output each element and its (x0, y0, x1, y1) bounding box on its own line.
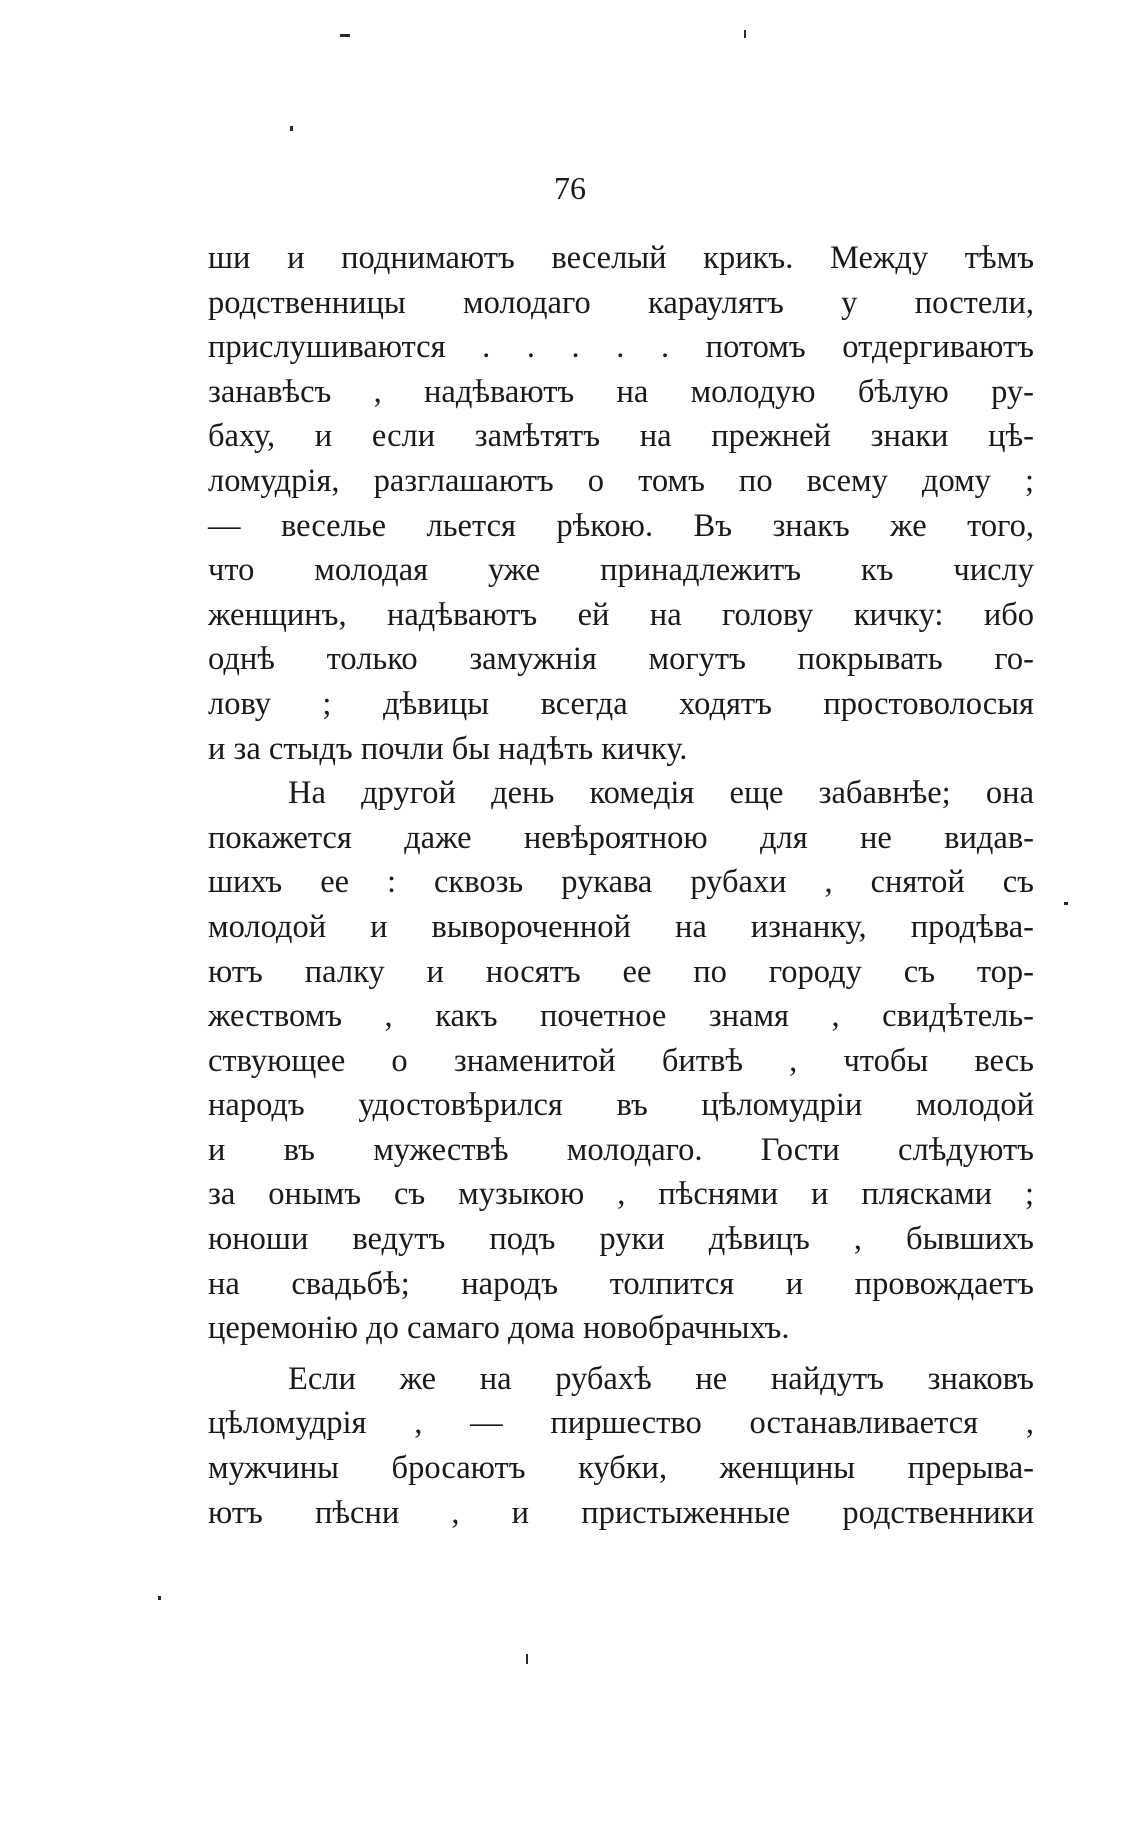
print-speck (526, 1654, 528, 1664)
text-line: Если же на рубахѣ не найдутъ знаковъ (288, 1360, 1034, 1397)
text-line: женщинъ, надѣваютъ ей на голову кичку: ибо (208, 596, 1034, 633)
text-line: баху, и если замѣтятъ на прежней знаки цѣ- (208, 418, 1034, 455)
text-line: народъ удостовѣрился въ цѣломудріи молодой (208, 1087, 1034, 1124)
paragraph (208, 1357, 1034, 1535)
text-line: На другой день комедія еще забавнѣе; она (288, 775, 1034, 812)
print-speck (1064, 902, 1068, 905)
text-line: — веселье льется рѣкою. Въ знакъ же того, (208, 507, 1034, 544)
body-text (208, 236, 1034, 1535)
text-line: и за стыдъ почли бы надѣть кичку. (208, 730, 688, 767)
text-line: что молодая уже принадлежитъ къ числу (208, 552, 1034, 589)
print-speck (290, 126, 293, 131)
text-line: на свадьбѣ; народъ толпится и провождаетъ (208, 1265, 1034, 1302)
page-number: 76 (554, 170, 586, 206)
print-speck (340, 34, 350, 37)
text-line: жествомъ , какъ почетное знамя , свидѣтель- (208, 998, 1034, 1035)
text-line: ши и поднимаютъ веселый крикъ. Между тѣмъ (208, 240, 1034, 276)
text-line: покажется даже невѣроятною для не видав- (208, 819, 1034, 856)
paragraph (208, 236, 1034, 771)
text-line: шихъ ее : сквозь рукава рубахи , снятой съ (208, 864, 1034, 901)
text-line: ствующее о знаменитой битвѣ , чтобы весь (208, 1042, 1034, 1079)
text-line: ломудрія, разглашаютъ о томъ по всему дому ; (208, 462, 1034, 499)
text-line: лову ; дѣвицы всегда ходятъ простоволосыя (208, 685, 1034, 722)
text-line: ютъ пѣсни , и пристыженные родственники (208, 1494, 1034, 1531)
text-line: и въ мужествѣ молодаго. Гости слѣдуютъ (208, 1131, 1034, 1168)
text-line: ютъ палку и носятъ ее по городу съ тор- (208, 953, 1034, 990)
text-line: мужчины бросаютъ кубки, женщины прерыва- (208, 1450, 1034, 1487)
print-speck (744, 30, 746, 38)
text-line: молодой и вывороченной на изнанку, продѣва- (208, 908, 1034, 945)
text-line: занавѣсъ , надѣваютъ на молодую бѣлую ру- (208, 373, 1034, 410)
text-line: церемонію до самаго дома новобрачныхъ. (208, 1310, 790, 1347)
text-line: юноши ведутъ подъ руки дѣвицъ , бывшихъ (208, 1221, 1034, 1258)
paragraph (208, 771, 1034, 1351)
text-line: прислушиваются . . . . . потомъ отдергиваютъ (208, 329, 1034, 366)
print-speck (158, 1596, 161, 1600)
text-line: родственницы молодаго караулятъ у постели, (208, 284, 1034, 321)
text-line: за онымъ съ музыкою , пѣснями и плясками ; (208, 1176, 1034, 1213)
text-line: однѣ только замужнія могутъ покрывать го- (208, 641, 1034, 678)
text-line: цѣломудрія , — пиршество останавливается , (208, 1405, 1034, 1442)
